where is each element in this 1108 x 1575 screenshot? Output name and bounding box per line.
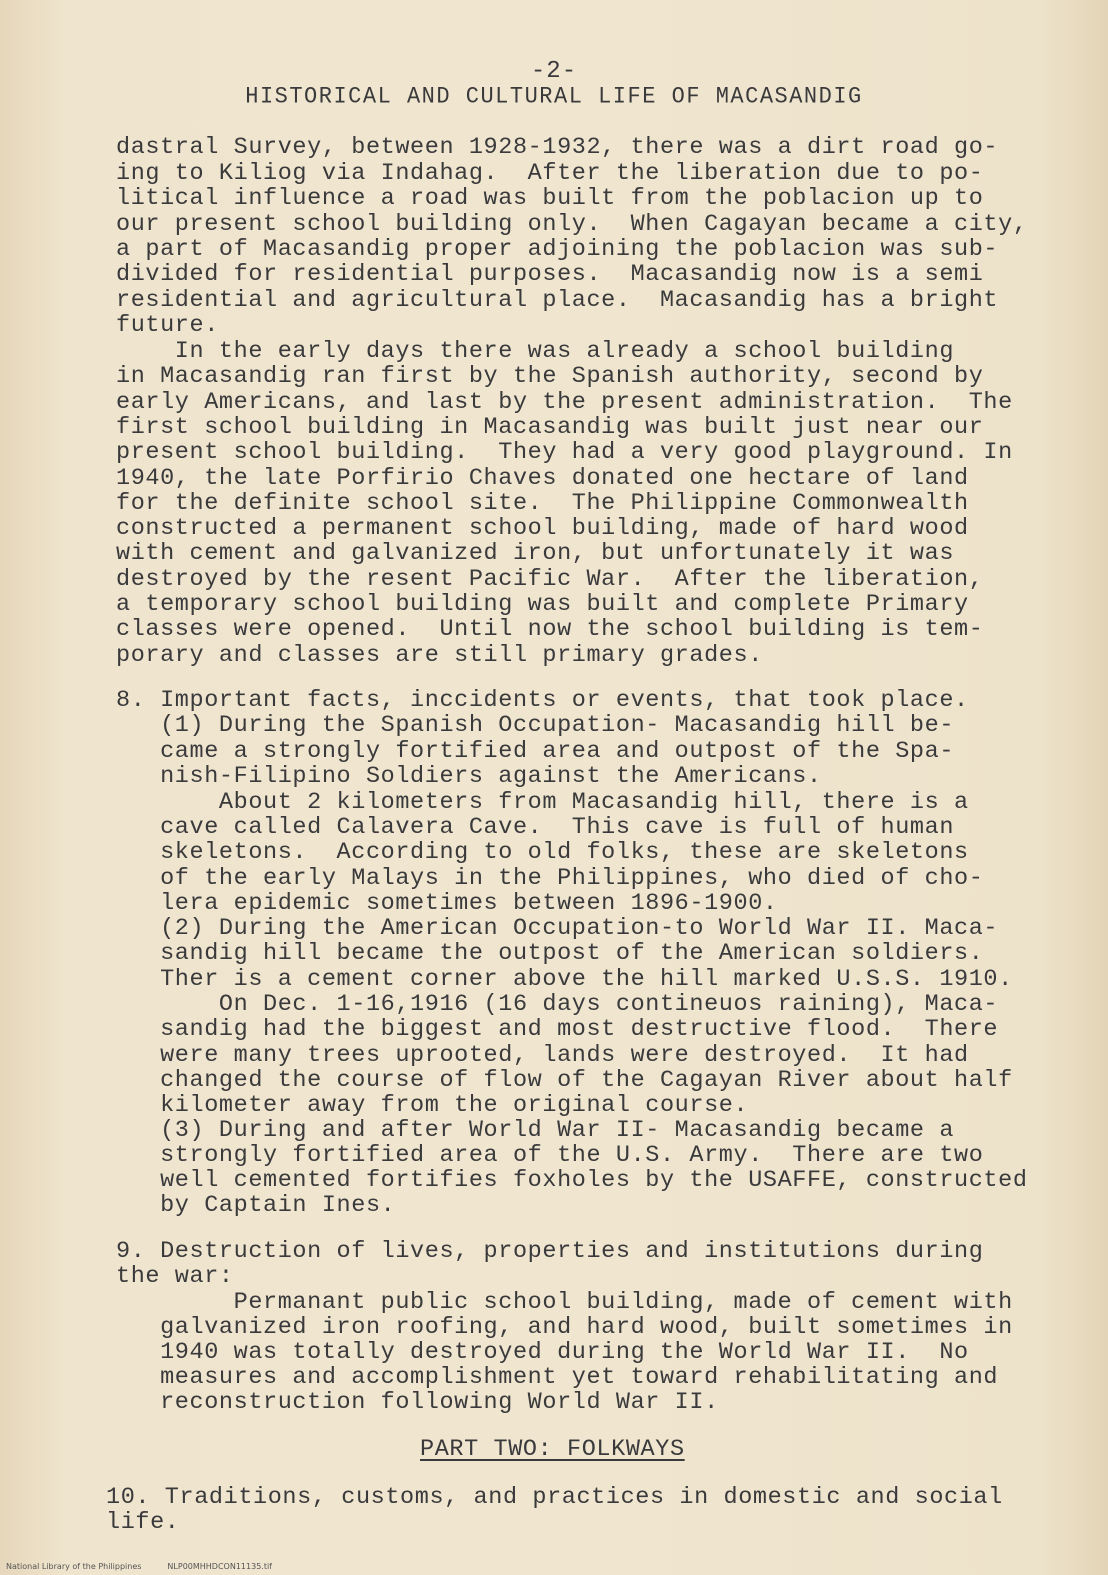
body-line: 1940, the late Porfirio Chaves donated one hectare of land — [116, 465, 969, 492]
body-line: On Dec. 1-16,1916 (16 days contineuos raining), Maca- — [116, 991, 999, 1018]
body-line: dastral Survey, between 1928-1932, there was a dirt road go- — [116, 134, 999, 161]
body-line: changed the course of flow of the Cagayan River about half — [116, 1067, 1013, 1094]
item-10-heading: 10. Traditions, customs, and practices in domestic and social — [106, 1484, 1003, 1511]
body-line: by Captain Ines. — [116, 1192, 396, 1219]
body-line: with cement and galvanized iron, but unfortunately it was — [116, 540, 955, 567]
body-line: early Americans, and last by the present administration. The — [116, 389, 1013, 416]
body-line: our present school building only. When Cagayan became a city, — [116, 211, 1028, 238]
page-number: -2- — [530, 58, 578, 85]
body-line: life. — [106, 1509, 180, 1536]
body-line: divided for residential purposes. Macasandig now is a semi — [116, 261, 984, 288]
body-line: Ther is a cement corner above the hill marked U.S.S. 1910. — [116, 966, 1013, 993]
scan-footer — [6, 1562, 298, 1571]
body-line: sandig had the biggest and most destructive flood. There — [116, 1016, 999, 1043]
body-line: (2) During the American Occupation-to World War II. Maca- — [116, 915, 999, 942]
body-line: for the definite school site. The Philippine Commonwealth — [116, 490, 969, 517]
body-line: About 2 kilometers from Macasandig hill, there is a — [116, 789, 969, 816]
body-line: galvanized iron roofing, and hard wood, built sometimes in — [116, 1314, 1013, 1341]
body-line: of the early Malays in the Philippines, who died of cho- — [116, 865, 984, 892]
body-line: were many trees uprooted, lands were destroyed. It had — [116, 1042, 969, 1069]
body-line: sandig hill became the outpost of the American soldiers. — [116, 940, 984, 967]
body-line: the war: — [116, 1263, 234, 1290]
body-line: future. — [116, 312, 219, 339]
body-line: well cemented fortifies foxholes by the USAFFE, constructed — [116, 1167, 1028, 1194]
body-line: present school building. They had a very good playground. In — [116, 439, 1013, 466]
body-line: kilometer away from the original course. — [116, 1092, 749, 1119]
page-title: HISTORICAL AND CULTURAL LIFE OF MACASANDIG — [245, 83, 863, 110]
item-9-heading: 9. Destruction of lives, properties and institutions during — [116, 1238, 984, 1265]
body-line: a temporary school building was built and complete Primary — [116, 591, 969, 618]
body-line: destroyed by the resent Pacific War. After the liberation, — [116, 566, 984, 593]
file-id-label: NLP00MHHDCON11135.tif — [167, 1562, 272, 1571]
library-label: National Library of the Philippines — [6, 1562, 142, 1571]
body-line: came a strongly fortified area and outpost of the Spa- — [116, 738, 955, 765]
body-line: ing to Kiliog via Indahag. After the liberation due to po- — [116, 160, 984, 187]
body-line: reconstruction following World War II. — [116, 1389, 719, 1416]
body-line: cave called Calavera Cave. This cave is full of human — [116, 814, 955, 841]
body-line: porary and classes are still primary grades. — [116, 642, 763, 669]
section-heading: PART TWO: FOLKWAYS — [420, 1436, 685, 1463]
body-line: 1940 was totally destroyed during the World War II. No — [116, 1339, 969, 1366]
body-line: residential and agricultural place. Macasandig has a bright — [116, 287, 999, 314]
body-line: in Macasandig ran first by the Spanish authority, second by — [116, 363, 984, 390]
body-line: measures and accomplishment yet toward rehabilitating and — [116, 1364, 999, 1391]
body-line: first school building in Macasandig was built just near our — [116, 414, 984, 441]
body-line: strongly fortified area of the U.S. Army. There are two — [116, 1142, 984, 1169]
body-line: litical influence a road was built from the poblacion up to — [116, 185, 984, 212]
body-line: (1) During the Spanish Occupation- Macasandig hill be- — [116, 712, 955, 739]
body-line: (3) During and after World War II- Macasandig became a — [116, 1117, 955, 1144]
item-8-heading: 8. Important facts, inccidents or events, that took place. — [116, 687, 969, 714]
body-line: classes were opened. Until now the school building is tem- — [116, 616, 984, 643]
body-line: lera epidemic sometimes between 1896-1900. — [116, 890, 778, 917]
body-line: In the early days there was already a school building — [116, 338, 955, 365]
body-line: nish-Filipino Soldiers against the Americans. — [116, 763, 822, 790]
body-line: skeletons. According to old folks, these are skeletons — [116, 839, 969, 866]
body-line: constructed a permanent school building, made of hard wood — [116, 515, 969, 542]
body-line: Permanant public school building, made of cement with — [116, 1289, 1013, 1316]
body-line: a part of Macasandig proper adjoining the poblacion was sub- — [116, 236, 999, 263]
